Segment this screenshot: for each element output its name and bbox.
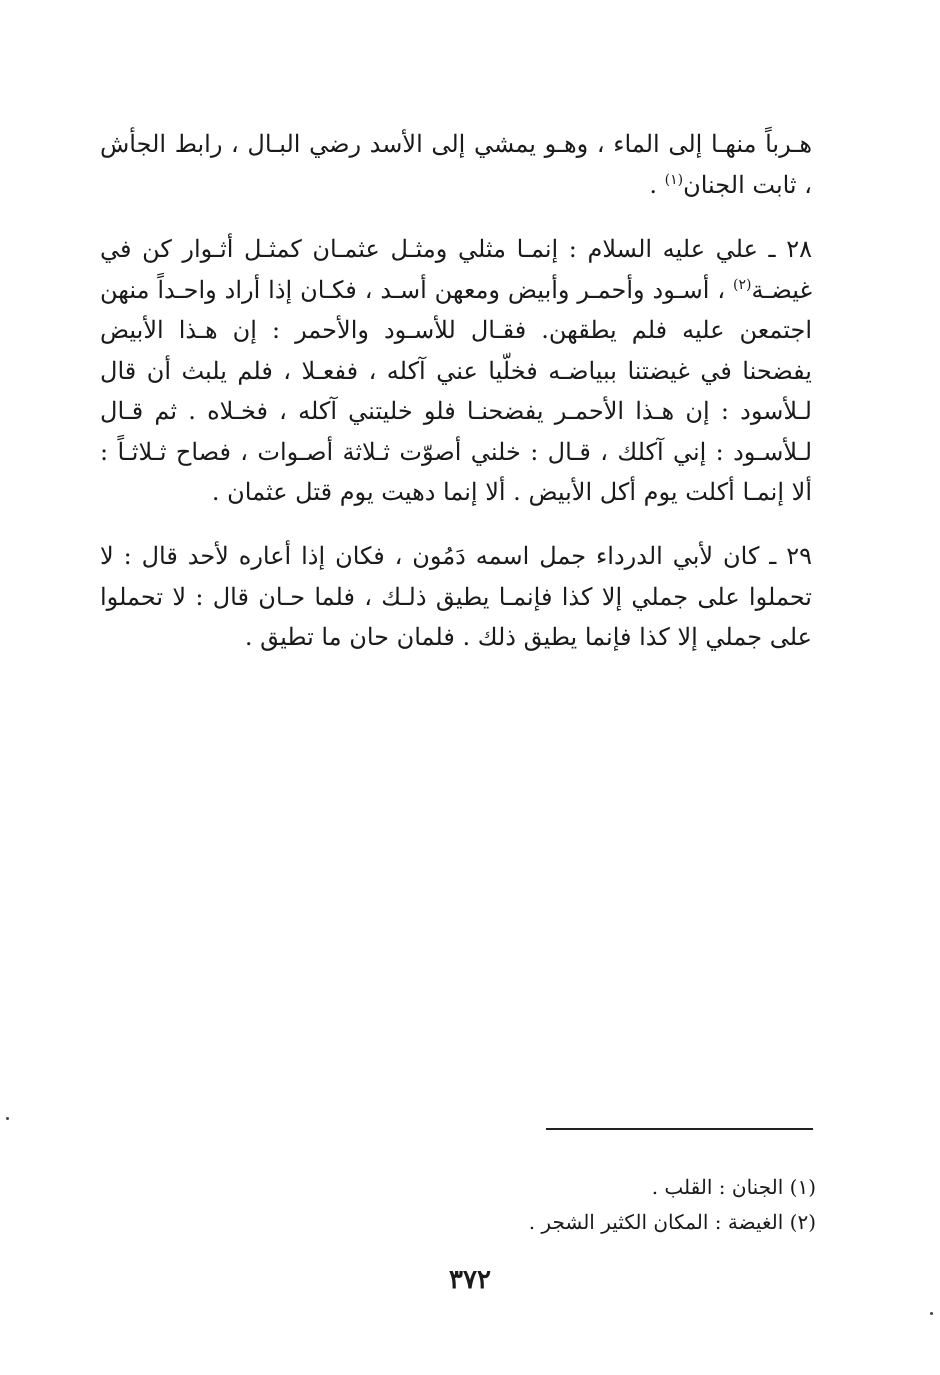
paragraph-28 (100, 229, 812, 513)
paragraph-29 (100, 536, 812, 658)
paragraph-1-end: . (649, 170, 665, 199)
footnotes (400, 1170, 816, 1240)
scan-speck (6, 1117, 9, 1120)
page-number: ٣٧٢ (449, 1265, 491, 1295)
paragraph-1 (100, 124, 812, 205)
paragraph-28-text-start: ٢٨ ـ علي عليه السلام : إنمـا مثلي ومثـل عثمـان كمثـل أثـوار كن في غيضـة (100, 235, 812, 304)
footnote-ref-2: (٢) (733, 276, 752, 293)
footnote-1: (١) الجنان : القلب . (651, 1175, 816, 1199)
footnote-separator (546, 1128, 813, 1130)
scan-speck (930, 1312, 933, 1315)
paragraph-1-text: هـرباً منهـا إلى الماء ، وهـو يمشي إلى الأسد رضي البـال ، رابط الجأش ، ثابت الجنان (100, 130, 812, 199)
footnote-2: (٢) الغيضة : المكان الكثير الشجر . (528, 1210, 816, 1234)
paragraph-29-text: ٢٩ ـ كان لأبي الدرداء جمل اسمه دَمُون ، فكان إذا أعاره لأحد قال : لا تحملوا على جملي إلا كذا فإنمـا يطيق ذلـك ، فلما حـان قال : لا تحملوا على جملي إلا كذا فإنما يطيق ذلك . فلمان حان ما تطيق . (100, 542, 812, 651)
paragraph-28-text-rest: ، أسـود وأحمـر وأبيض ومعهن أسـد ، فكـان إذا أراد واحـداً منهن اجتمعن عليه فلم يطقهن. فقـال للأسـود والأحمر : إن هـذا الأبيض يفضحنا في غيضتنا ببياضـه فخلّيا عني آكله ، ففعـلا ، فلم يلبث أن قال لـلأسود : إن هـذا الأحمـر يفضحنـا فلو خليتني آكله ، فخـلاه . ثم قـال لـلأسـود : إني آكلك ، قـال : خلني أصوّت ثـلاثة أصـوات ، فصاح ثـلاثـاً : ألا إنمـا أكلت يوم أكل الأبيض . ألا إنما دهيت يوم قتل عثمان . (100, 275, 812, 506)
footnote-ref-1: (١) (664, 171, 684, 188)
